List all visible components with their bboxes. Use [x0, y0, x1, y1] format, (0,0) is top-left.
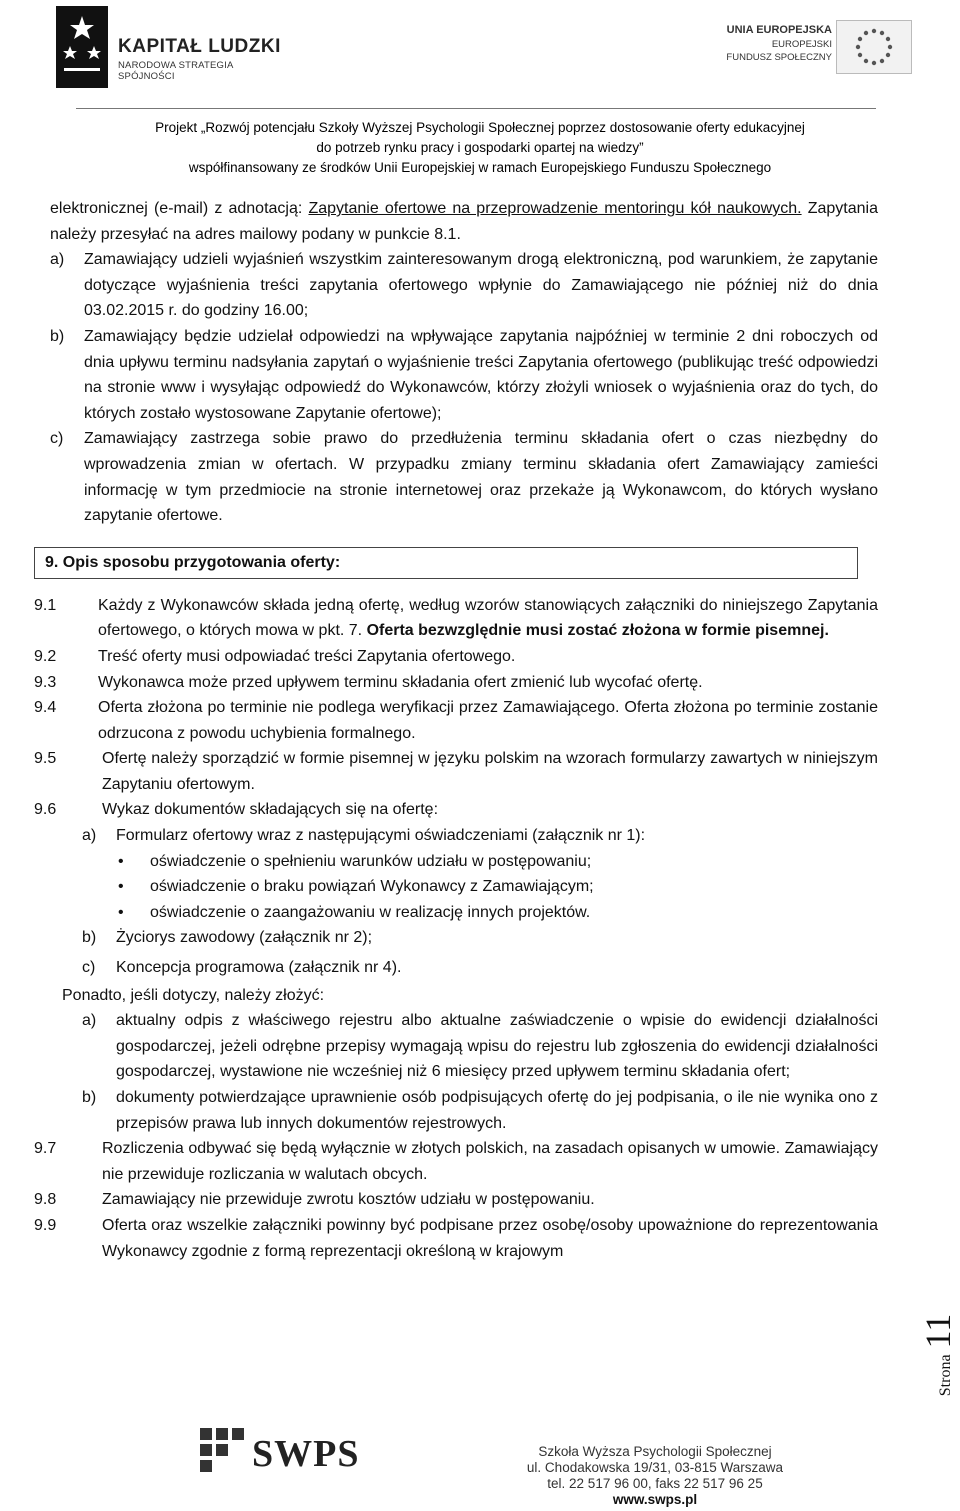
point-text: Rozliczenia odbywać się będą wyłącznie w złotych polskich, na zasadach opisanych w umowie. Zamawiający nie przewiduje rozliczania w walutach obcych.: [102, 1140, 878, 1183]
point-text: Każdy z Wykonawców składa jedną ofertę, według wzorów stanowiących załączniki do niniejszego Zapytania ofertowego, o których mowa w pkt. 7.: [98, 596, 878, 640]
intro-text-b: Zapytania należy przesyłać na adres mailowy podany w punkcie 8.1.: [50, 200, 878, 243]
page-number: [918, 1300, 958, 1410]
kapital-ludzki-subtitle: NARODOWA STRATEGIA SPÓJNOŚCI: [118, 60, 233, 82]
intro-paragraph: [50, 196, 878, 247]
bullet-icon: •: [118, 878, 124, 896]
ponadto-intro: Ponadto, jeśli dotyczy, należy złożyć:: [62, 986, 325, 1004]
bullet-item: [50, 900, 878, 926]
sub-item-label: b): [82, 929, 97, 947]
project-line-2: do potrzeb rynku pracy i gospodarki opartej na wiedzy”: [316, 140, 644, 155]
sub-item-label: a): [82, 1012, 97, 1030]
point-9-8: [34, 1187, 878, 1213]
intro-underlined-subject: Zapytanie ofertowe na przeprowadzenie mentoringu kół naukowych.: [308, 200, 802, 217]
bullet-item: [50, 874, 878, 900]
footer-street: ul. Chodakowska 19/31, 03-815 Warszawa: [526, 1460, 784, 1475]
list-item-text: Zamawiający udzieli wyjaśnień wszystkim zainteresowanym drogą elektroniczną, pod warunkiem, że zapytanie dotyczące wyjaśnienia treści zapytania ofertowego wpłynie do Zamawiającego nie później niż do dnia 03.02.2015 r. do godziny 16.00;: [84, 251, 878, 320]
project-line-3: współfinansowany ze środków Unii Europejskiej w ramach Europejskiego Funduszu Społecznego: [188, 160, 772, 175]
section-heading: 9. Opis sposobu przygotowania oferty:: [34, 547, 858, 579]
bullet-item: [50, 849, 878, 875]
header-divider: [76, 108, 876, 109]
point-9-7: [34, 1136, 878, 1187]
project-description: [50, 118, 910, 178]
swps-emblem-icon: [196, 1424, 248, 1484]
point-label: 9.2: [34, 647, 57, 665]
sub-item-label: c): [82, 959, 96, 977]
project-line-1: Projekt „Rozwój potencjału Szkoły Wyższej Psychologii Społecznej poprzez dostosowanie oferty edukacyjnej: [155, 120, 805, 135]
swps-logo: [196, 1418, 360, 1488]
bullet-text: oświadczenie o spełnieniu warunków udziału w postępowaniu;: [150, 852, 592, 870]
sub-item-text: Koncepcja programowa (załącznik nr 4).: [116, 959, 402, 977]
point-label: 9.9: [34, 1216, 57, 1234]
eu-logo-line-1: UNIA EUROPEJSKA: [726, 24, 832, 36]
bullet-text: oświadczenie o braku powiązań Wykonawcy z Zamawiającym;: [150, 878, 594, 896]
ponadto-item-a: [50, 1008, 878, 1085]
eu-logo-line-3: FUNDUSZ SPOŁECZNY: [726, 52, 832, 63]
point-9-1: [34, 593, 878, 644]
list-item: [50, 324, 878, 426]
sub-item-text: aktualny odpis z właściwego rejestru albo aktualne zaświadczenie o wpisie do ewidencji działalności gospodarczej, jeżeli odrębne przepisy wymagają wpisu do rejestru lub zgłoszenia do ewidencji działalności gospodarczej, wystawione nie wcześniej niż 6 miesięcy przed upływem terminu składania ofert;: [116, 1012, 878, 1081]
point-bold-text: Oferta bezwzględnie musi zostać złożona w formie pisemnej.: [366, 622, 829, 640]
point-label: 9.1: [34, 596, 57, 614]
bullet-icon: •: [118, 903, 124, 921]
eu-logo: [688, 12, 912, 92]
sub-item-a: [50, 823, 878, 849]
sub-item-text: Formularz ofertowy wraz z następującymi oświadczeniami (załącznik nr 1):: [116, 827, 646, 845]
sub-item-label: b): [82, 1089, 97, 1106]
list-item-label: c): [50, 430, 64, 448]
sub-item-text: Życiorys zawodowy (załącznik nr 2);: [116, 929, 373, 947]
page-number-value: 11: [918, 1313, 958, 1349]
swps-logo-text: SWPS: [252, 1433, 360, 1475]
bullet-text: oświadczenie o zaangażowaniu w realizację innych projektów.: [150, 903, 591, 921]
list-item-label: a): [50, 251, 65, 269]
footer-address: [490, 1444, 820, 1508]
point-9-3: [34, 670, 878, 696]
point-9-5: [34, 746, 878, 797]
point-9-2: [34, 644, 878, 670]
point-9-6: [34, 797, 878, 823]
sub-item-label: a): [82, 827, 97, 845]
point-9-9: [34, 1213, 878, 1264]
intro-text-a: elektronicznej (e-mail) z adnotacją:: [50, 200, 309, 217]
point-label: 9.7: [34, 1140, 57, 1158]
point-text: Ofertę należy sporządzić w formie pisemnej w języku polskim na wzorach formularzy zawartych w niniejszym Zapytaniu ofertowym.: [102, 750, 878, 793]
point-text: Treść oferty musi odpowiadać treści Zapytania ofertowego.: [98, 647, 516, 665]
footer-web-link[interactable]: www.swps.pl: [612, 1492, 698, 1507]
ponadto-item-b: [50, 1085, 878, 1136]
point-label: 9.5: [34, 750, 57, 768]
sub-item-text: dokumenty potwierdzające uprawnienie osób podpisujących ofertę do jej podpisania, o ile nie wynika ono z przepisów prawa lub innych dokumentów rejestrowych.: [116, 1089, 878, 1132]
list-item-text: Zamawiający zastrzega sobie prawo do przedłużenia terminu składania ofert o czas niezbędny do wprowadzenia zmian w ofertach. W przypadku zmiany terminu składania ofert Zamawiający zamieści informację w tym przedmiocie na stronie internetowej oraz przekaże ją Wykonawcom, do których wysłano zapytanie ofertowe.: [84, 430, 878, 525]
eu-flag-icon: [836, 20, 912, 74]
page-label: Strona: [937, 1354, 954, 1397]
footer-school: Szkoła Wyższa Psychologii Społecznej: [538, 1444, 772, 1459]
point-9-4: [34, 695, 878, 746]
list-item: [50, 247, 878, 324]
kapital-ludzki-emblem-icon: [56, 6, 108, 88]
point-label: 9.3: [34, 673, 57, 691]
point-text: Oferta oraz wszelkie załączniki powinny być podpisane przez osobę/osoby upoważnione do reprezentowania Wykonawcy zgodnie z formą reprezentacji określoną w krajowym: [102, 1216, 878, 1260]
point-text: Wykonawca może przed upływem terminu składania ofert zmienić lub wycofać ofertę.: [98, 673, 703, 691]
sub-item-c: [50, 955, 878, 981]
kapital-ludzki-logo: [56, 6, 286, 92]
footer-phone: tel. 22 517 96 00, faks 22 517 96 25: [547, 1476, 763, 1491]
point-label: 9.8: [34, 1191, 57, 1209]
eu-logo-line-2: EUROPEJSKI: [771, 39, 832, 50]
list-item-text: Zamawiający będzie udzielał odpowiedzi na wpływające zapytania najpóźniej w terminie 2 dni roboczych od dnia upływu terminu nadsyłania zapytań o wyjaśnienie treści Zapytania ofertowego (publikując treść odpowiedzi na stronie www i wysyłając odpowiedź do Wykonawców, którzy złożyli wniosek o wyjaśnienia oraz do tych, do których zostało wystosowane Zapytanie ofertowe);: [84, 327, 878, 422]
point-label: 9.4: [34, 699, 57, 717]
list-item-label: b): [50, 327, 65, 345]
document-body: [34, 196, 878, 1264]
kapital-ludzki-title: KAPITAŁ LUDZKI: [118, 36, 281, 57]
point-label: 9.6: [34, 801, 57, 819]
point-text: Oferta złożona po terminie nie podlega weryfikacji przez Zamawiającego. Oferta złożona po terminie zostanie odrzucona z powodu uchybienia formalnego.: [98, 699, 878, 742]
sub-item-b: [50, 925, 878, 951]
list-item: [50, 426, 878, 528]
point-text: Zamawiający nie przewiduje zwrotu kosztów udziału w postępowaniu.: [102, 1191, 595, 1209]
point-text: Wykaz dokumentów składających się na ofertę:: [102, 801, 439, 819]
bullet-icon: •: [118, 852, 124, 870]
